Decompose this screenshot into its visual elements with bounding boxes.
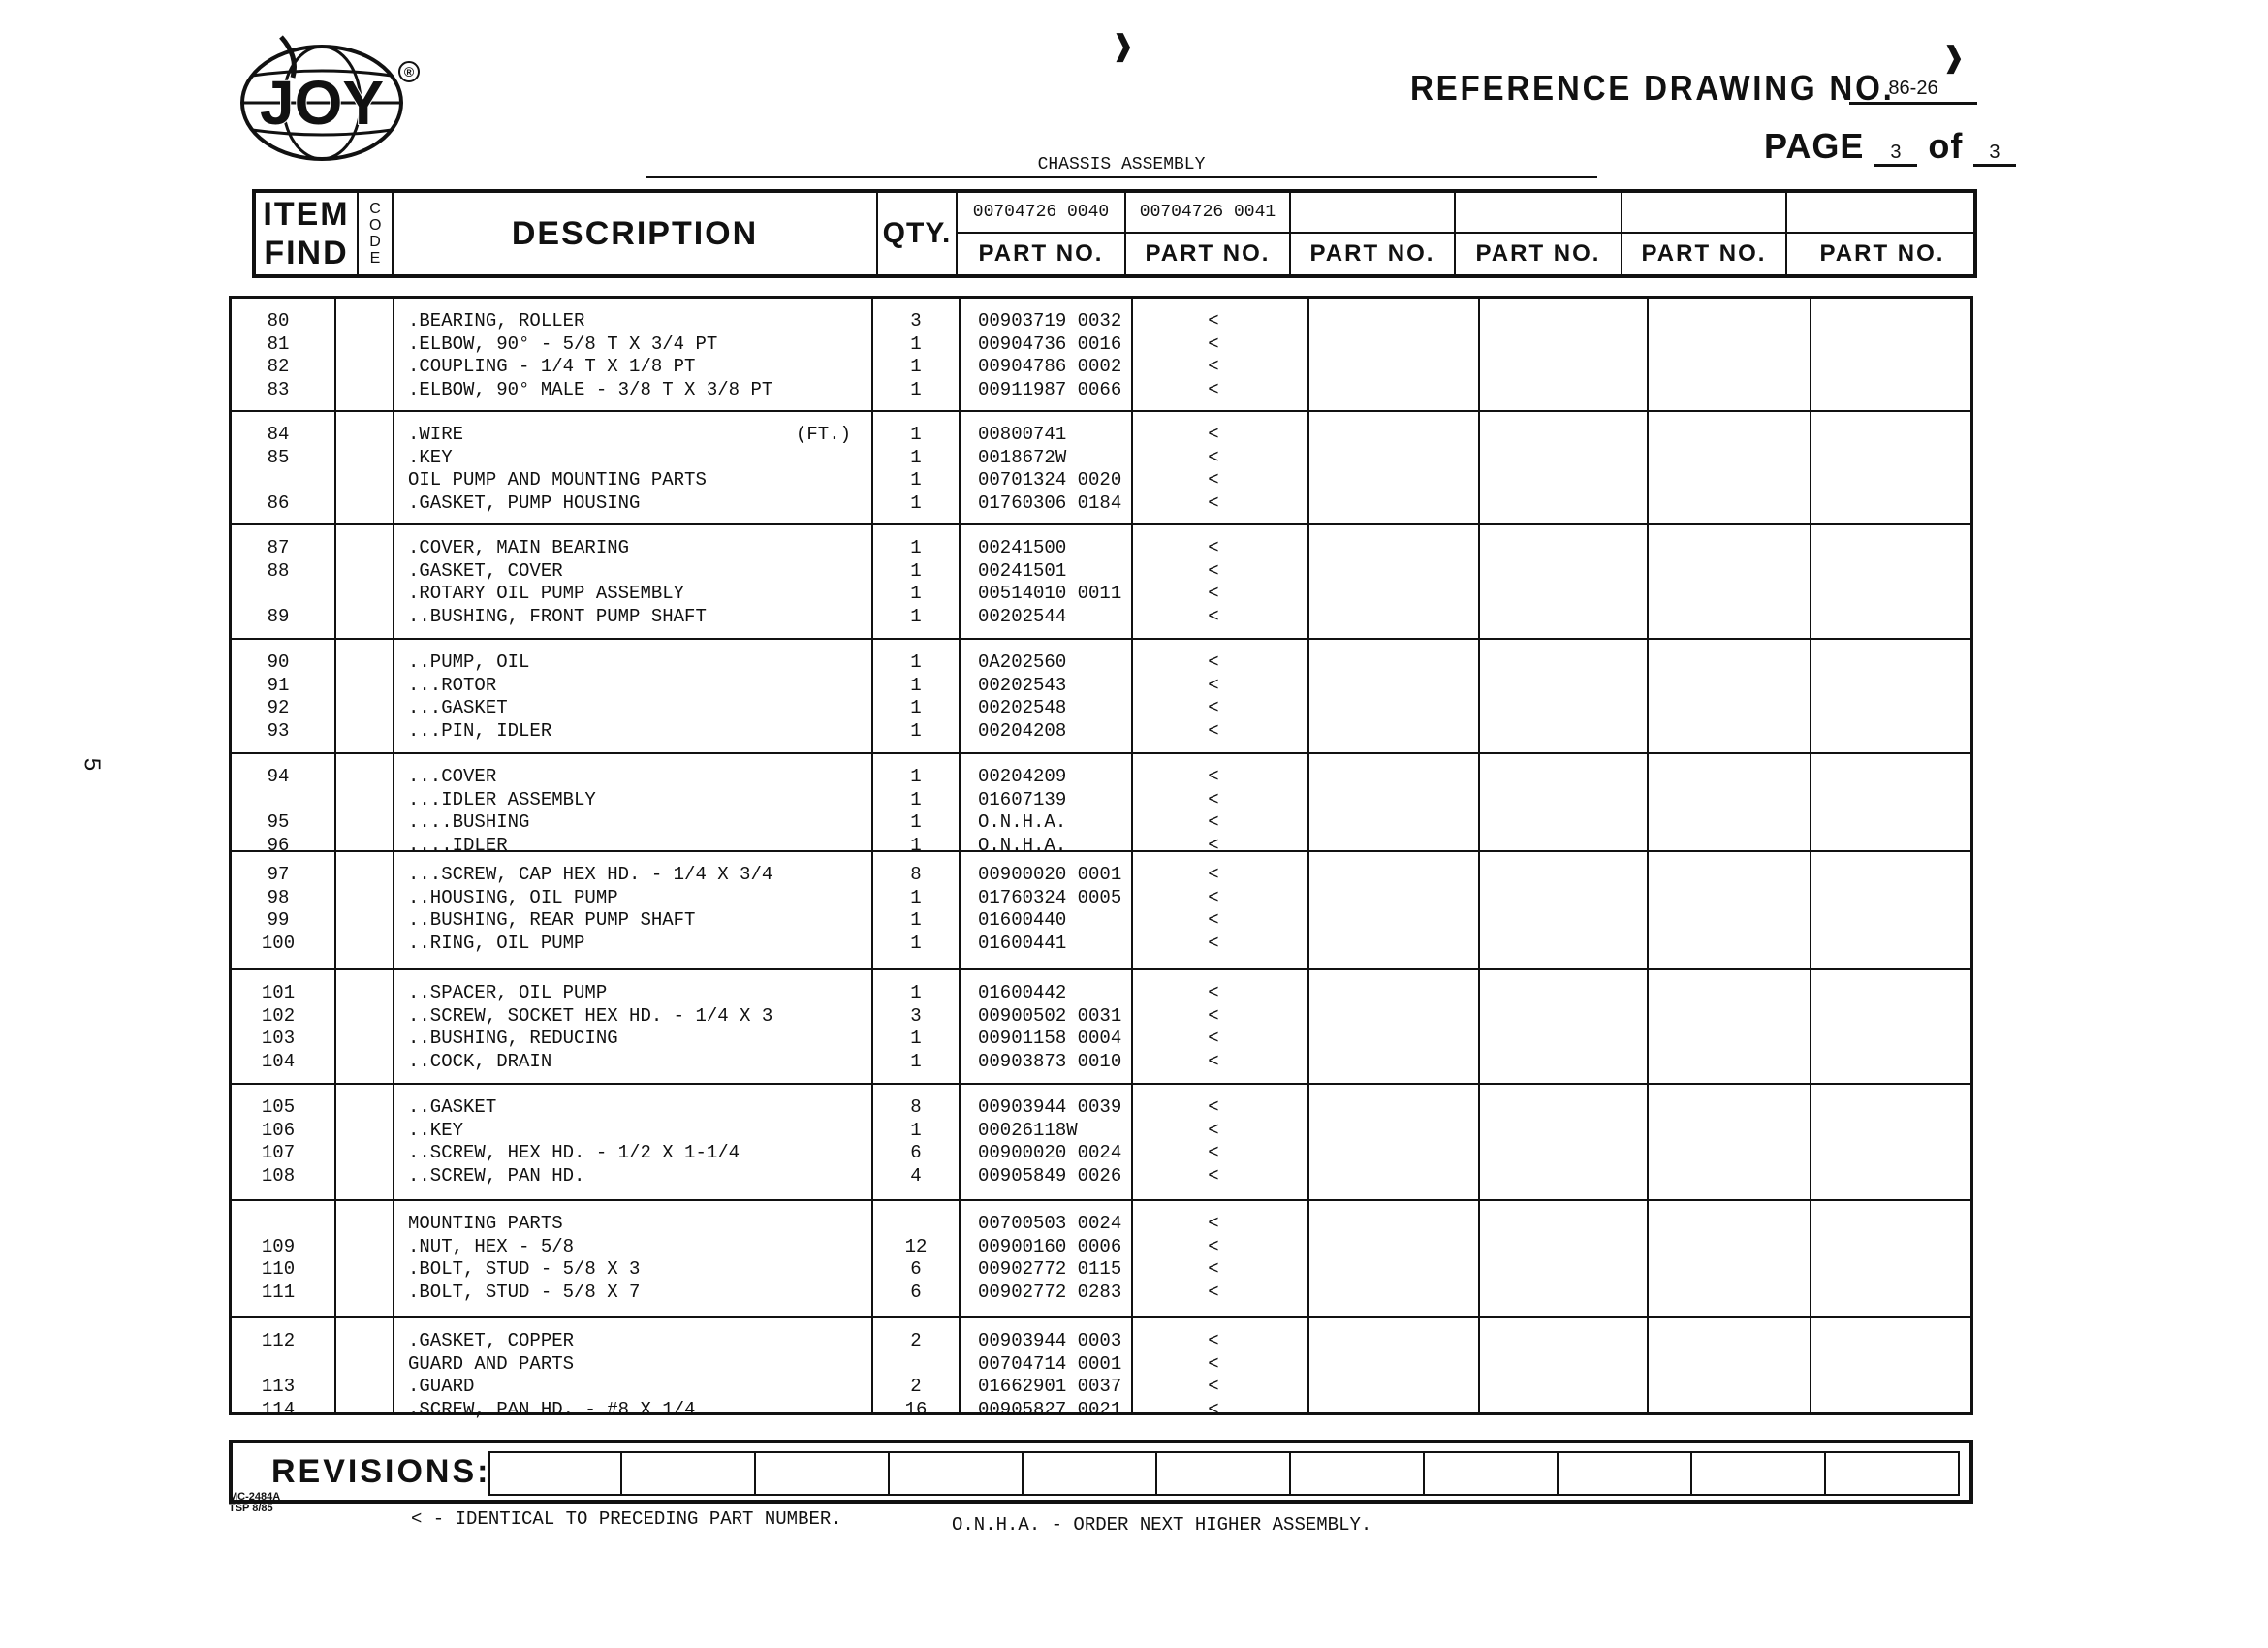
part-no-header: PART NO.: [1819, 240, 1945, 267]
table-row-group: [232, 970, 1970, 1085]
code-header-letter: E: [369, 250, 381, 267]
table-header: [252, 189, 1977, 278]
part-numbers: 00903944 0039 00026118W 00900020 0024 00905849 0026: [978, 1096, 1122, 1187]
identical-markers: < < < <: [1208, 1330, 1219, 1420]
description-line: ...SCREW, CAP HEX HD. - 1/4 X 3/4: [408, 864, 773, 885]
part-assembly-number: [1787, 193, 1977, 234]
description-line: .BEARING, ROLLER: [408, 310, 585, 332]
item-descriptions: [408, 651, 864, 743]
code-header-letter: C: [369, 201, 381, 217]
footnote-identical: < - IDENTICAL TO PRECEDING PART NUMBER.: [411, 1508, 842, 1530]
part-assembly-number: [1622, 193, 1787, 234]
page-label: PAGE: [1764, 126, 1865, 166]
table-row-group: [232, 640, 1970, 754]
part-assembly-number: [1291, 193, 1456, 234]
quantities: 8 1 6 4: [910, 1096, 922, 1187]
column-divider: [871, 299, 873, 1412]
find-header-text: FIND: [264, 235, 349, 271]
part-numbers: 00903719 0032 00904736 0016 00904786 0002 00911987 0066: [978, 310, 1122, 400]
column-divider: [1131, 299, 1133, 1412]
parts-table: [229, 189, 1981, 1490]
description-header: DESCRIPTION: [394, 193, 878, 274]
code-header-letter: O: [369, 217, 382, 234]
description-line: ...GASKET: [408, 697, 508, 718]
quantities: 1 1 1 1: [910, 651, 922, 742]
revision-cell: [1157, 1451, 1291, 1496]
joy-logo: [223, 27, 426, 163]
revision-cell: [1024, 1451, 1157, 1496]
description-line: OIL PUMP AND MOUNTING PARTS: [408, 469, 707, 491]
registered-mark: ®: [403, 64, 415, 79]
item-numbers: 105 106 107 108: [261, 1096, 296, 1187]
quantities: 2 2 16: [904, 1330, 928, 1420]
description-line: .GASKET, PUMP HOUSING: [408, 491, 641, 514]
identical-markers: < < < <: [1208, 537, 1219, 627]
identical-markers: < < < <: [1208, 310, 1219, 400]
item-descriptions: [408, 310, 864, 401]
description-line: .WIRE: [408, 424, 464, 445]
description-line: .ELBOW, 90° - 5/8 T X 3/4 PT: [408, 333, 718, 355]
table-row-group: [232, 412, 1970, 525]
item-descriptions: [408, 1096, 864, 1188]
reference-drawing-number: 86-26: [1849, 78, 1977, 105]
table-row-group: [232, 525, 1970, 640]
revision-cell: [1291, 1451, 1425, 1496]
quantities: 1 1 1 1: [910, 424, 922, 514]
table-row-group: [232, 299, 1970, 412]
table-body: [229, 296, 1973, 1420]
item-numbers: 112 113 114: [261, 1330, 296, 1420]
description-line: .KEY: [408, 446, 453, 468]
quantities: 3 1 1 1: [910, 310, 922, 400]
description-line: ..BUSHING, REAR PUMP SHAFT: [408, 909, 696, 931]
identical-markers: < < < <: [1208, 651, 1219, 742]
description-line: GUARD AND PARTS: [408, 1352, 575, 1375]
item-descriptions: [408, 1213, 864, 1304]
description-line: .ELBOW, 90° MALE - 3/8 T X 3/8 PT: [408, 378, 773, 400]
part-assembly-number: 00704726 0040: [958, 193, 1126, 234]
description-line: .SCREW, PAN HD. - #8 X 1/4: [408, 1398, 696, 1420]
revision-cell: [488, 1451, 622, 1496]
item-numbers: 90 91 92 93: [267, 651, 290, 742]
table-row-group: [232, 1085, 1970, 1201]
part-assembly-number: [1456, 193, 1622, 234]
column-divider: [959, 299, 961, 1412]
part-numbers: 00241500 00241501 00514010 0011 00202544: [978, 537, 1122, 627]
description-line: ...ROTOR: [408, 674, 497, 696]
description-line: ..HOUSING, OIL PUMP: [408, 886, 618, 908]
table-row-group: [232, 754, 1970, 856]
revision-cell: [1559, 1451, 1692, 1496]
part-numbers: 00700503 0024 00900160 0006 00902772 0115 00902772 0283: [978, 1213, 1122, 1303]
description-line: ..SCREW, HEX HD. - 1/2 X 1-1/4: [408, 1142, 740, 1163]
page-of-label: of: [1928, 126, 1964, 166]
description-line: .BOLT, STUD - 5/8 X 3: [408, 1258, 641, 1280]
description-line: .ROTARY OIL PUMP ASSEMBLY: [408, 583, 685, 604]
description-line: ..BUSHING, REDUCING: [408, 1028, 618, 1049]
quantities: 12 6 6: [904, 1235, 928, 1303]
description-line: ..KEY: [408, 1119, 464, 1141]
part-no-header: PART NO.: [958, 234, 1126, 274]
description-line: .BOLT, STUD - 5/8 X 7: [408, 1281, 641, 1303]
side-page-number: 5: [77, 757, 104, 772]
description-line: MOUNTING PARTS: [408, 1213, 563, 1234]
item-descriptions: [408, 982, 864, 1073]
part-numbers: 00800741 0018672W 00701324 0020 01760306 0184: [978, 424, 1122, 514]
item-descriptions: [408, 537, 864, 628]
code-header: [359, 193, 394, 274]
description-line: .COVER, MAIN BEARING: [408, 537, 630, 558]
revision-cell: [1692, 1451, 1826, 1496]
item-numbers: 80 81 82 83: [267, 310, 290, 400]
item-numbers: 101 102 103 104: [261, 982, 296, 1072]
item-numbers: 94 95 96: [267, 766, 290, 856]
description-line: ...COVER: [408, 766, 497, 787]
hole-punch-mark: ❱: [1941, 41, 1967, 75]
column-divider: [1478, 299, 1480, 1412]
code-header-text: [369, 201, 381, 267]
description-line: ..SPACER, OIL PUMP: [408, 982, 608, 1003]
column-divider: [1810, 299, 1811, 1412]
quantities: 1 3 1 1: [910, 982, 922, 1072]
part-no-header: PART NO.: [1456, 234, 1622, 274]
part-numbers: 01600442 00900502 0031 00901158 0004 00903873 0010: [978, 982, 1122, 1072]
description-line: .NUT, HEX - 5/8: [408, 1235, 575, 1257]
item-numbers: 97 98 99 100: [261, 864, 296, 954]
column-divider: [1647, 299, 1649, 1412]
reference-drawing-label: REFERENCE DRAWING NO.: [1410, 68, 1895, 108]
table-row-group: [232, 852, 1970, 970]
assembly-title: CHASSIS ASSEMBLY: [646, 155, 1597, 178]
qty-header: QTY.: [878, 193, 958, 274]
description-line-with-note: [408, 424, 864, 447]
description-line: ..COCK, DRAIN: [408, 1050, 552, 1072]
description-line: .GUARD: [408, 1376, 475, 1397]
item-descriptions: [408, 1330, 864, 1421]
part-assembly-number: 00704726 0041: [1126, 193, 1291, 234]
part-numbers: 00903944 0003 00704714 0001 01662901 0037 00905827 0021: [978, 1330, 1122, 1420]
revision-cell: [1826, 1451, 1960, 1496]
description-line: ..GASKET: [408, 1096, 497, 1118]
part-numbers: 00204209 01607139 O.N.H.A. O.N.H.A.: [978, 766, 1067, 856]
identical-markers: < < < <: [1208, 1096, 1219, 1187]
description-line: ..RING, OIL PUMP: [408, 932, 585, 954]
identical-markers: < < < <: [1208, 424, 1219, 514]
description-line: .GASKET, COPPER: [408, 1330, 575, 1351]
part-no-header: PART NO.: [1126, 234, 1291, 274]
table-row-group: [232, 1201, 1970, 1318]
column-divider: [1307, 299, 1309, 1412]
column-divider: [393, 299, 394, 1412]
form-code: MC-2484A TSP 8/85: [229, 1491, 281, 1514]
logo-text: JOY: [259, 68, 385, 138]
item-numbers: 109 110 111: [261, 1235, 296, 1303]
part-no-header: PART NO.: [1291, 234, 1456, 274]
identical-markers: < < < <: [1208, 1213, 1219, 1303]
code-header-letter: D: [369, 234, 381, 250]
description-line: ..PUMP, OIL: [408, 651, 530, 673]
item-descriptions: [408, 864, 864, 955]
revision-cell: [756, 1451, 890, 1496]
item-header-text: ITEM: [263, 196, 350, 233]
revision-cell: [1425, 1451, 1559, 1496]
table-row-group: [232, 1318, 1970, 1420]
item-descriptions: [408, 424, 864, 515]
revision-cell: [622, 1451, 756, 1496]
item-find-header: [256, 193, 359, 274]
quantities: 8 1 1 1: [910, 864, 922, 954]
page-indicator: [1764, 126, 2016, 167]
item-numbers: 87 88 89: [267, 537, 290, 627]
footnote-onha: O.N.H.A. - ORDER NEXT HIGHER ASSEMBLY.: [952, 1514, 1372, 1536]
revisions-bar: [229, 1440, 1973, 1504]
description-line: .COUPLING - 1/4 T X 1/8 PT: [408, 356, 696, 377]
item-numbers: 84 85 86: [267, 424, 290, 514]
identical-markers: < < < <: [1208, 864, 1219, 954]
identical-markers: < < < <: [1208, 982, 1219, 1072]
hole-punch-mark: ❱: [1111, 29, 1136, 63]
part-numbers: 0A202560 00202543 00202548 00204208: [978, 651, 1067, 742]
item-descriptions: [408, 766, 864, 857]
unit-note: (FT.): [796, 424, 852, 445]
description-line: ....IDLER: [408, 834, 508, 856]
description-line: ..SCREW, PAN HD.: [408, 1164, 585, 1187]
quantities: 1 1 1 1: [910, 537, 922, 627]
description-line: ...IDLER ASSEMBLY: [408, 788, 596, 810]
description-line: ..SCREW, SOCKET HEX HD. - 1/4 X 3: [408, 1004, 773, 1027]
revisions-label: REVISIONS:: [271, 1453, 491, 1490]
description-line: ....BUSHING: [408, 811, 530, 833]
description-line: .GASKET, COVER: [408, 559, 563, 582]
page-total: 3: [1973, 142, 2016, 167]
part-numbers: 00900020 0001 01760324 0005 01600440 01600441: [978, 864, 1122, 954]
column-divider: [334, 299, 336, 1412]
description-line: ...PIN, IDLER: [408, 719, 552, 742]
identical-markers: < < < <: [1208, 766, 1219, 856]
part-no-header: PART NO.: [1622, 234, 1787, 274]
revision-cell: [890, 1451, 1024, 1496]
page-current: 3: [1874, 142, 1917, 167]
quantities: 1 1 1 1: [910, 766, 922, 856]
description-line: ..BUSHING, FRONT PUMP SHAFT: [408, 605, 707, 627]
